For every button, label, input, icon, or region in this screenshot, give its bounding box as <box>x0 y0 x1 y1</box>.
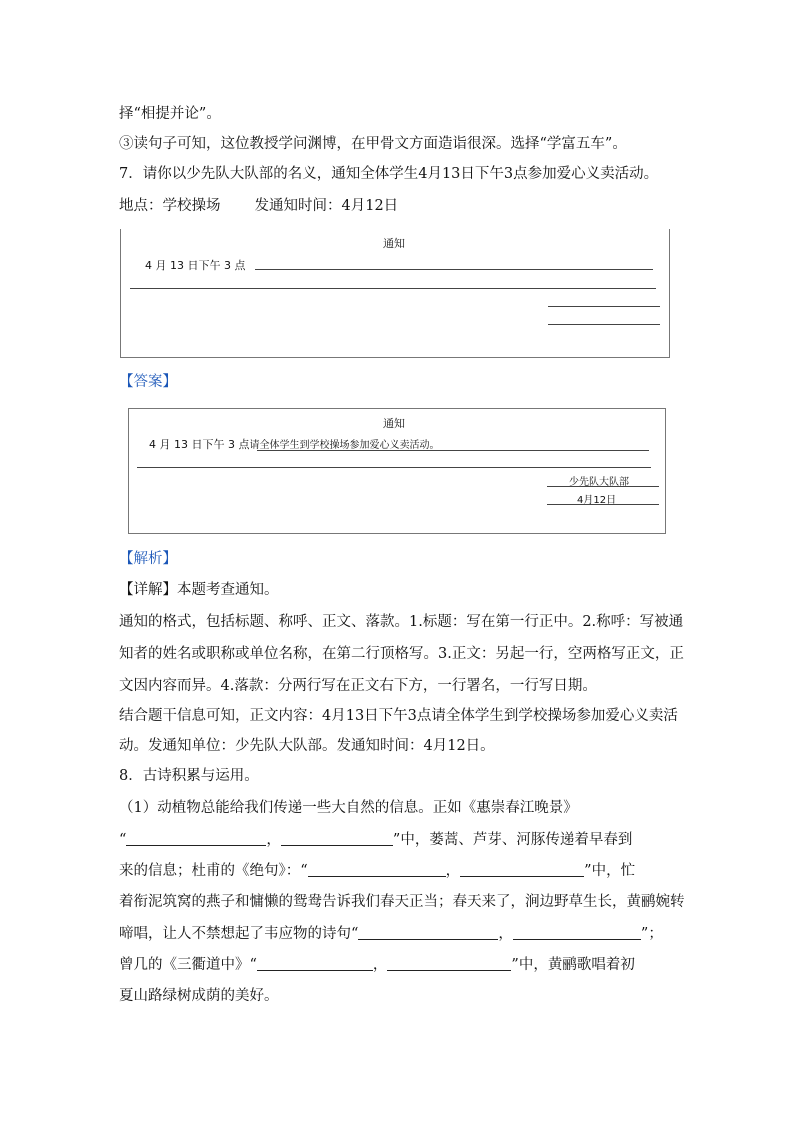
fill-blank[interactable] <box>358 923 498 940</box>
fill-blank[interactable] <box>387 954 511 971</box>
fill-blank[interactable] <box>281 829 393 846</box>
text-line: ③读句子可知，这位教授学问渊博，在甲骨文方面造诣很深。选择“学富五车”。 <box>119 136 627 152</box>
fill-blank[interactable] <box>257 954 373 971</box>
notice-lead: 4 月 13 日下午 3 点 <box>145 259 246 272</box>
blank-line <box>255 269 653 270</box>
fill-blank[interactable] <box>308 860 446 877</box>
notice-signature: 少先队大队部 <box>569 477 629 488</box>
poem-line: 夏山路绿树成荫的美好。 <box>119 988 279 1004</box>
poem-line: 曾几的《三衢道中》“ ， ”中，黄鹂歌唱着初 <box>119 954 635 975</box>
notice-date: 4月12日 <box>577 495 617 506</box>
blank-line <box>257 450 649 451</box>
notice-lead: 4 月 13 日下午 3 点请全体学生到学校操场参加爱心义卖活动。 <box>149 438 440 451</box>
fill-blank[interactable] <box>460 860 584 877</box>
notice-date-text: 发通知时间：4月12日 <box>254 198 399 214</box>
answer-label: 【答案】 <box>119 374 177 390</box>
question-8-1: （1）动植物总能给我们传递一些大自然的信息。正如《惠崇春江晚景》 <box>119 800 578 816</box>
question-8-title: 8．古诗积累与运用。 <box>119 768 259 784</box>
poem-line: 来的信息；杜甫的《绝句》：“ ， ”中，忙 <box>119 860 635 881</box>
notice-title: 通知 <box>383 237 405 250</box>
analysis-text: 结合题干信息可知，正文内容：4月13日下午3点请全体学生到学校操场参加爱心义卖活 <box>119 708 678 724</box>
poem-line: 啼唱，让人不禁想起了韦应物的诗句“ ， ”； <box>119 923 663 944</box>
blank-line <box>137 467 651 468</box>
analysis-text: 文因内容而异。4.落款：分两行写在正文右下方，一行署名，一行写日期。 <box>119 678 597 694</box>
question-7-info <box>119 196 398 216</box>
text-line: 择“相提并论”。 <box>119 106 221 122</box>
notice-body: 请全体学生到学校操场参加爱心义卖活动。 <box>249 440 440 451</box>
signature-blank-line <box>548 306 660 307</box>
fill-blank[interactable] <box>513 923 641 940</box>
question-7: 7．请你以少先队大队部的名义，通知全体学生4月13日下午3点参加爱心义卖活动。 <box>119 166 659 182</box>
poem-line: 着衔泥筑窝的燕子和慵懒的鸳鸯告诉我们春天正当；春天来了，涧边野草生长，黄鹂婉转 <box>119 894 685 910</box>
date-blank-line <box>548 324 660 325</box>
analysis-label: 【解析】 <box>119 551 177 567</box>
poem-line: “ ， ”中，蒌蒿、芦芽、河豚传递着早春到 <box>119 829 632 850</box>
notice-blank-box <box>120 229 670 358</box>
notice-title: 通知 <box>383 417 405 430</box>
fill-blank[interactable] <box>126 829 266 846</box>
analysis-text: 知者的姓名或职称或单位名称，在第二行顶格写。3.正文：另起一行，空两格写正文，正 <box>119 646 684 662</box>
notice-answer-box <box>128 408 666 534</box>
analysis-text: 动。发通知单位：少先队大队部。发通知时间：4月12日。 <box>119 738 495 754</box>
date-line <box>547 504 659 505</box>
signature-line <box>547 486 659 487</box>
analysis-text: 【详解】本题考查通知。 <box>119 582 279 598</box>
analysis-text: 通知的格式，包括标题、称呼、正文、落款。1.标题：写在第一行正中。2.称呼：写被通 <box>119 614 684 630</box>
location-text: 地点：学校操场 <box>119 198 221 214</box>
blank-line <box>130 288 656 289</box>
